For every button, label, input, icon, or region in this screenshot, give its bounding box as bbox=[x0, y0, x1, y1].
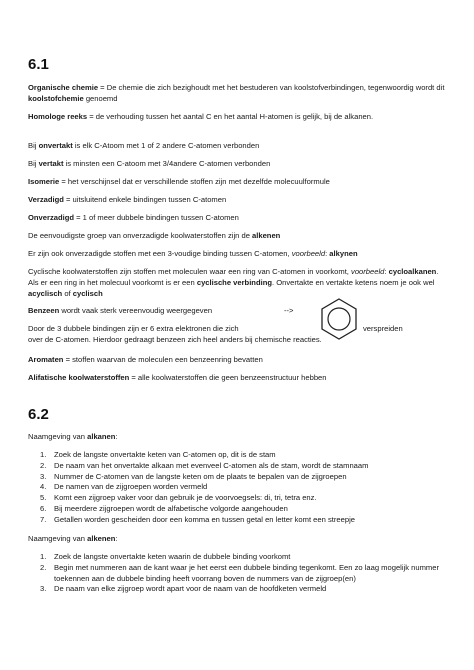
text-part: : bbox=[384, 267, 389, 276]
term: Homologe reeks bbox=[28, 112, 88, 121]
list-item bbox=[28, 482, 443, 493]
list-text: Zoek de langste onvertakte keten van C-atomen op, dit is de stam bbox=[54, 450, 276, 459]
definition-text: = stoffen waarvan de moleculen een benzeenring bevatten bbox=[63, 355, 263, 364]
list-number: 3. bbox=[40, 584, 47, 594]
list-number: 1. bbox=[40, 450, 47, 459]
definition-text: = 1 of meer dubbele bindingen tussen C-atomen bbox=[74, 213, 239, 222]
term: Organische chemie bbox=[28, 83, 99, 92]
def-cyclisch bbox=[28, 267, 448, 299]
term: Aromaten bbox=[28, 355, 64, 364]
term: onvertakt bbox=[38, 141, 73, 150]
list-text: Zoek de langste onvertakte keten waarin de dubbele binding voorkomt bbox=[54, 552, 291, 561]
text-part: of bbox=[62, 288, 73, 298]
def-onverzadigd bbox=[28, 213, 448, 224]
term: vertakt bbox=[38, 159, 64, 168]
alkenen-list bbox=[28, 552, 443, 595]
italic-word: voorbeeld bbox=[351, 267, 385, 276]
intro-text: Naamgeving van bbox=[28, 534, 88, 543]
section-heading-6-2: 6.2 bbox=[28, 406, 49, 423]
list-text: De namen van de zijgroepen worden vermeld bbox=[54, 482, 208, 492]
term-bold: alkynen bbox=[329, 249, 358, 258]
definition-text: = alle koolwaterstoffen die geen benzeenstructuur hebben bbox=[129, 373, 327, 382]
def-onvertakt bbox=[28, 141, 448, 152]
definition-text: is minsten een C-atoom met 3/4andere C-atomen verbonden bbox=[63, 159, 271, 168]
list-number: 1. bbox=[40, 552, 47, 561]
list-number: 2. bbox=[40, 460, 47, 470]
list-number: 4. bbox=[40, 482, 47, 492]
def-alkenen bbox=[28, 231, 448, 242]
list-number: 6. bbox=[40, 503, 47, 513]
list-item bbox=[28, 461, 443, 472]
text-part: . Onvertakte en vertakte ketens noem je ook wel bbox=[271, 277, 435, 287]
list-text: Begin met nummeren aan de kant waar je het eerst een dubbele binding tegenkomt. Een zo laag mogelijk nummer toekennen aan de dubbele binding heeft voorrang boven de nummers van de zijgroep(en) bbox=[54, 562, 439, 583]
list-item bbox=[28, 493, 443, 504]
term-bold: koolstofchemie bbox=[28, 93, 84, 103]
italic-word: voorbeeld bbox=[291, 249, 326, 258]
def-benzeen bbox=[28, 306, 448, 317]
list-item bbox=[28, 552, 443, 563]
term-bold: cyclisch bbox=[72, 288, 103, 298]
arrow-text: --> bbox=[284, 306, 294, 315]
list-item bbox=[28, 450, 443, 461]
definition-text: Er zijn ook onverzadigde stoffen met een 3-voudige binding tussen C-atomen, bbox=[28, 249, 292, 258]
intro-end: : bbox=[115, 432, 118, 441]
intro-text: Naamgeving van bbox=[28, 432, 88, 441]
alkenen-intro bbox=[28, 534, 448, 545]
list-item bbox=[28, 584, 443, 595]
list-text: Nummer de C-atomen van de langste keten om de plaats te bepalen van de zijgroepen bbox=[54, 471, 347, 481]
definition-text: De eenvoudigste groep van onverzadigde koolwaterstoffen zijn de bbox=[28, 231, 253, 240]
list-number: 3. bbox=[40, 471, 47, 481]
term: Verzadigd bbox=[28, 195, 64, 204]
prefix: Bij bbox=[28, 159, 39, 168]
colon: : bbox=[325, 249, 330, 258]
list-item bbox=[28, 515, 443, 526]
prefix: Bij bbox=[28, 141, 39, 150]
list-number: 7. bbox=[40, 514, 47, 524]
text-line: over de C-atomen. Hierdoor gedraagt benzeen zich heel anders bij chemische reacties. bbox=[28, 334, 322, 344]
definition-text: = het verschijnsel dat er verschillende stoffen zijn met dezelfde molecuulformule bbox=[59, 177, 330, 186]
term: Isomerie bbox=[28, 177, 60, 186]
list-text: Getallen worden gescheiden door een komma en tussen getal en letter komt een streepje bbox=[54, 514, 355, 524]
alkanen-intro bbox=[28, 432, 448, 443]
text-part: . Als er een ring in het molecuul voorkomt is er een bbox=[28, 267, 439, 287]
alkanen-list bbox=[28, 450, 443, 526]
list-text: Bij meerdere zijgroepen wordt de alfabetische volgorde aangehouden bbox=[54, 503, 288, 513]
term-bold: cycloalkanen bbox=[388, 267, 437, 276]
list-text: De naam van het onvertakte alkaan met evenveel C-atomen als de stam, wordt de stamnaam bbox=[54, 460, 369, 470]
definition-end: genoemd bbox=[83, 93, 118, 103]
list-item bbox=[28, 504, 443, 515]
list-text: De naam van elke zijgroep wordt apart voor de naam van de hoofdketen vermeld bbox=[54, 584, 327, 594]
list-number: 5. bbox=[40, 493, 47, 503]
text-line: Door de 3 dubbele bindingen zijn er 6 extra elektronen die zich bbox=[28, 324, 239, 333]
def-verzadigd bbox=[28, 195, 448, 206]
list-item bbox=[28, 563, 443, 585]
definition-text: = uitsluitend enkele bindingen tussen C-atomen bbox=[63, 195, 227, 204]
term-bold: cyclische verbinding bbox=[196, 277, 272, 287]
term-bold: acyclisch bbox=[28, 288, 63, 298]
term: Benzeen bbox=[28, 306, 60, 315]
def-elektronen bbox=[28, 324, 448, 346]
term-bold: alkenen bbox=[252, 231, 281, 240]
list-item bbox=[28, 472, 443, 483]
term-bold: alkanen bbox=[87, 432, 116, 441]
term: Onverzadigd bbox=[28, 213, 74, 222]
definition-text: = De chemie die zich bezighoudt met het bestuderen van koolstofverbindingen, tegenwoordig wordt dit bbox=[98, 83, 445, 92]
term-bold: alkenen bbox=[87, 534, 116, 543]
def-alifatische bbox=[28, 373, 448, 384]
section-heading-6-1: 6.1 bbox=[28, 56, 49, 73]
text-line-end: verspreiden bbox=[363, 324, 403, 333]
def-isomerie bbox=[28, 177, 448, 188]
list-text: Komt een zijgroep vaker voor dan gebruik je de voorvoegsels: di, tri, tetra enz. bbox=[54, 493, 317, 503]
list-number: 2. bbox=[40, 562, 47, 572]
definition-text: = de verhouding tussen het aantal C en het aantal H-atomen is gelijk, bij de alkanen. bbox=[87, 112, 374, 121]
term: Alifatische koolwaterstoffen bbox=[28, 373, 130, 382]
definition-text: is elk C-Atoom met 1 of 2 andere C-atomen verbonden bbox=[72, 141, 260, 150]
definition-text: wordt vaak sterk vereenvoudig weergegeven bbox=[59, 306, 213, 315]
text-part: Cyclische koolwaterstoffen zijn stoffen met moleculen waar een ring van C-atomen in voorkomt, bbox=[28, 267, 352, 276]
def-alkynen bbox=[28, 249, 448, 260]
def-organische-chemie bbox=[28, 83, 448, 105]
def-aromaten bbox=[28, 355, 448, 366]
intro-end: : bbox=[115, 534, 118, 543]
def-vertakt bbox=[28, 159, 448, 170]
def-homologe-reeks bbox=[28, 112, 448, 123]
